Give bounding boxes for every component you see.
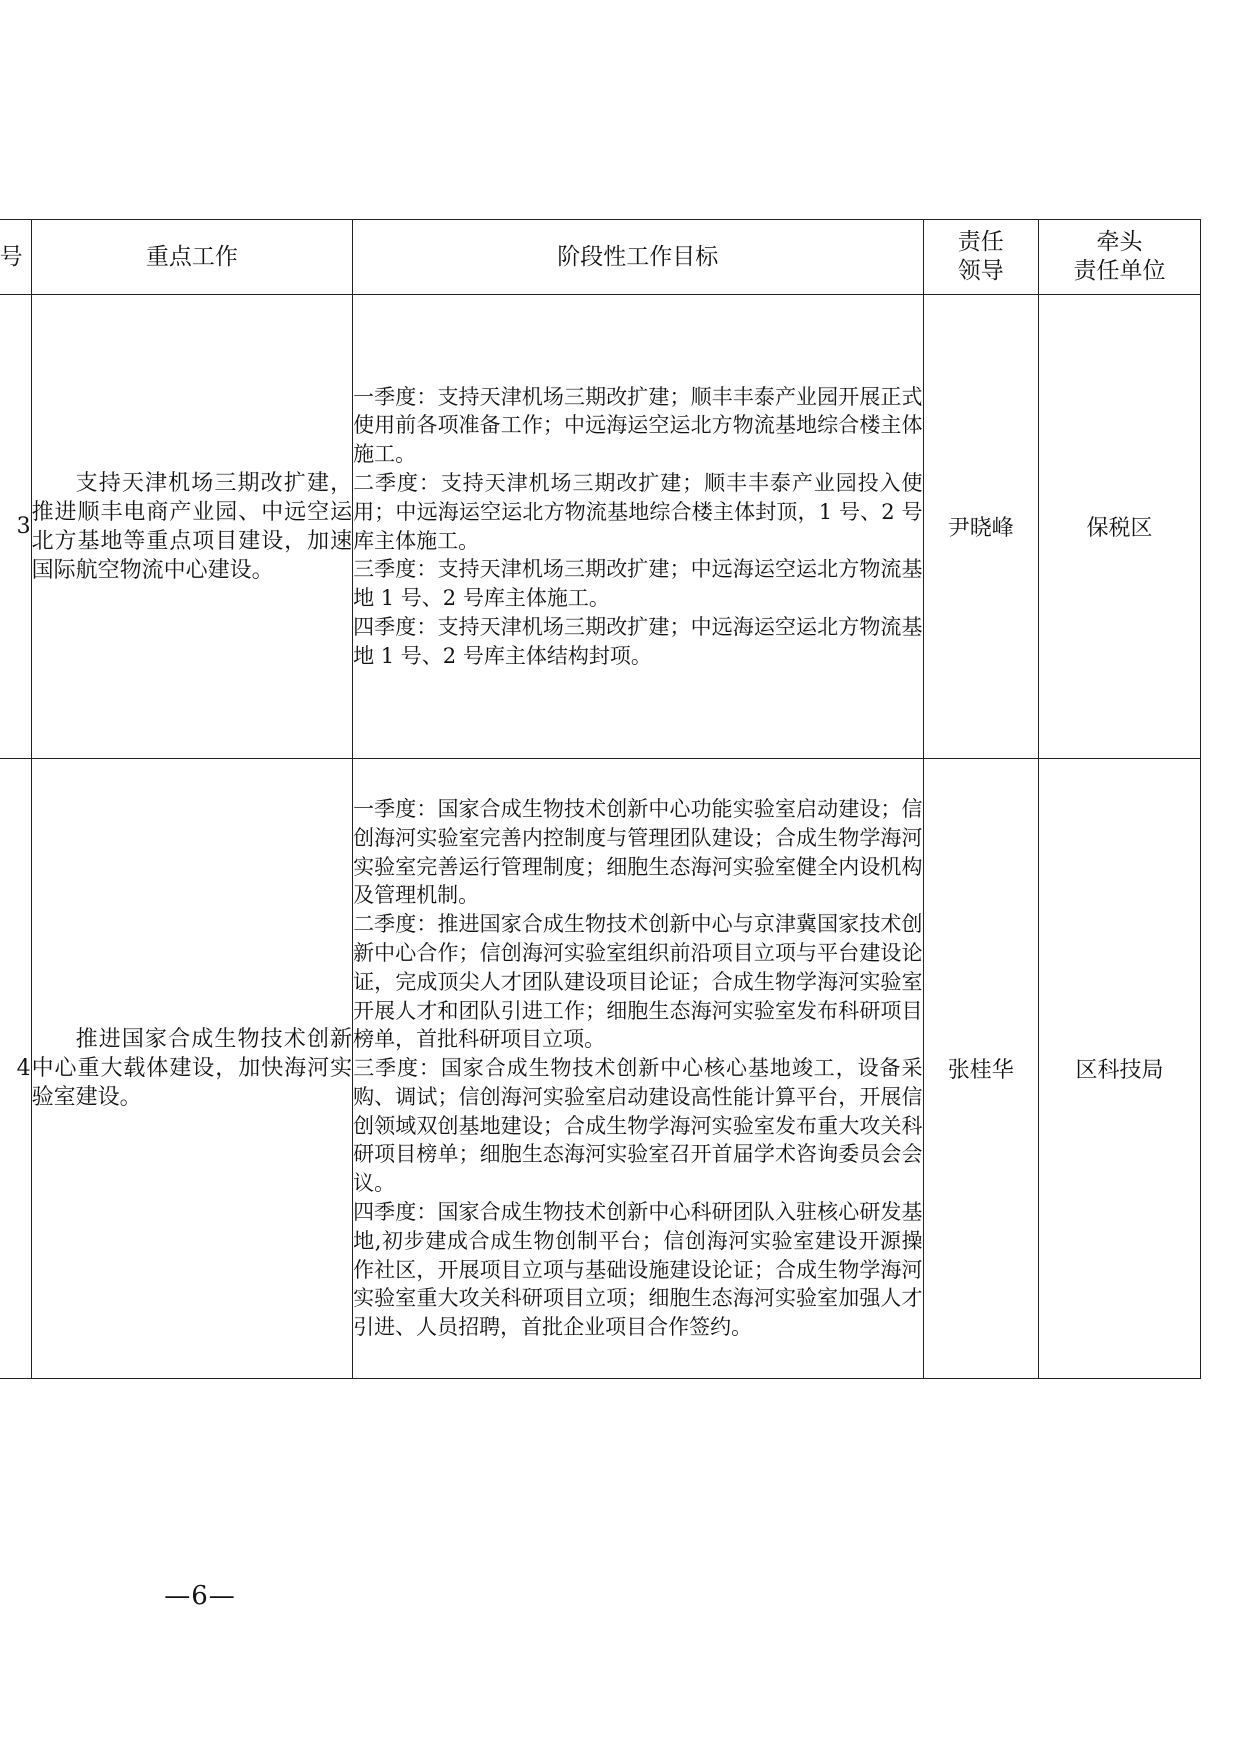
header-responsible-leader	[923, 220, 1039, 295]
key-work-cell	[31, 759, 353, 1379]
header-number-label: 号	[0, 243, 23, 270]
header-leader-line2: 领导	[957, 258, 1004, 284]
key-work-text: 支持天津机场三期改扩建，推进顺丰电商产业园、中远空运北方基地等重点项目建设，加速国际航空物流中心建设。	[31, 470, 353, 583]
goal-q3: 三季度：支持天津机场三期改扩建；中远海运空运北方物流基地 1 号、2 号库主体施工。	[353, 557, 923, 611]
table-row	[0, 295, 1201, 759]
goal-q1: 一季度：支持天津机场三期改扩建；顺丰丰泰产业园开展正式使用前各项准备工作；中远海运空运北方物流基地综合楼主体施工。	[353, 384, 923, 467]
goal-q2: 二季度：支持天津机场三期改扩建；顺丰丰泰产业园投入使用；中远海运空运北方物流基地综合楼主体封顶，1 号、2 号库主体施工。	[353, 470, 923, 553]
stage-goals-cell	[353, 295, 923, 759]
header-lead-unit	[1039, 220, 1201, 295]
work-plan-table	[0, 219, 1201, 1379]
header-number	[0, 220, 31, 295]
key-work-text: 推进国家合成生物技术创新中心重大载体建设，加快海河实验室建设。	[31, 1027, 353, 1110]
goal-q1: 一季度：国家合成生物技术创新中心功能实验室启动建设；信创海河实验室完善内控制度与管理团队建设；合成生物学海河实验室完善运行管理制度；细胞生态海河实验室健全内设机构及管理机制。	[353, 796, 923, 908]
goal-q4: 四季度：支持天津机场三期改扩建；中远海运空运北方物流基地 1 号、2 号库主体结构封项。	[353, 614, 923, 668]
responsible-leader: 尹晓峰	[923, 295, 1039, 759]
table-header-row	[0, 220, 1201, 295]
header-key-work-label: 重点工作	[145, 243, 238, 270]
lead-unit: 保税区	[1039, 295, 1201, 759]
row-number: 3	[0, 295, 31, 759]
stage-goals-cell	[353, 759, 923, 1379]
row-number: 4	[0, 759, 31, 1379]
responsible-leader: 张桂华	[923, 759, 1039, 1379]
page-number: —6—	[164, 1581, 236, 1611]
goal-q3: 三季度：国家合成生物技术创新中心核心基地竣工，设备采购、调试；信创海河实验室启动建设高性能计算平台，开展信创领域双创基地建设；合成生物学海河实验室发布重大攻关科研项目榜单；细胞生态海河实验室召开首届学术咨询委员会会议。	[353, 1056, 923, 1196]
key-work-cell	[31, 295, 353, 759]
table-row	[0, 759, 1201, 1379]
lead-unit: 区科技局	[1039, 759, 1201, 1379]
header-key-work	[31, 220, 353, 295]
header-unit-line1: 牵头	[1096, 229, 1143, 255]
header-stage-goals	[353, 220, 923, 295]
goal-q4: 四季度：国家合成生物技术创新中心科研团队入驻核心研发基地,初步建成合成生物创制平台；信创海河实验室建设开源操作社区，开展项目立项与基础设施建设论证；合成生物学海河实验室重大攻关科研项目立项；细胞生态海河实验室加强人才引进、人员招聘，首批企业项目合作签约。	[353, 1200, 923, 1340]
header-stage-goals-label: 阶段性工作目标	[557, 243, 719, 270]
goal-q2: 二季度：推进国家合成生物技术创新中心与京津冀国家技术创新中心合作；信创海河实验室组织前沿项目立项与平台建设论证，完成顶尖人才团队建设项目论证；合成生物学海河实验室开展人才和团队引进工作；细胞生态海河实验室发布科研项目榜单，首批科研项目立项。	[353, 912, 923, 1052]
header-leader-line1: 责任	[957, 229, 1004, 255]
header-unit-line2: 责任单位	[1073, 258, 1166, 284]
